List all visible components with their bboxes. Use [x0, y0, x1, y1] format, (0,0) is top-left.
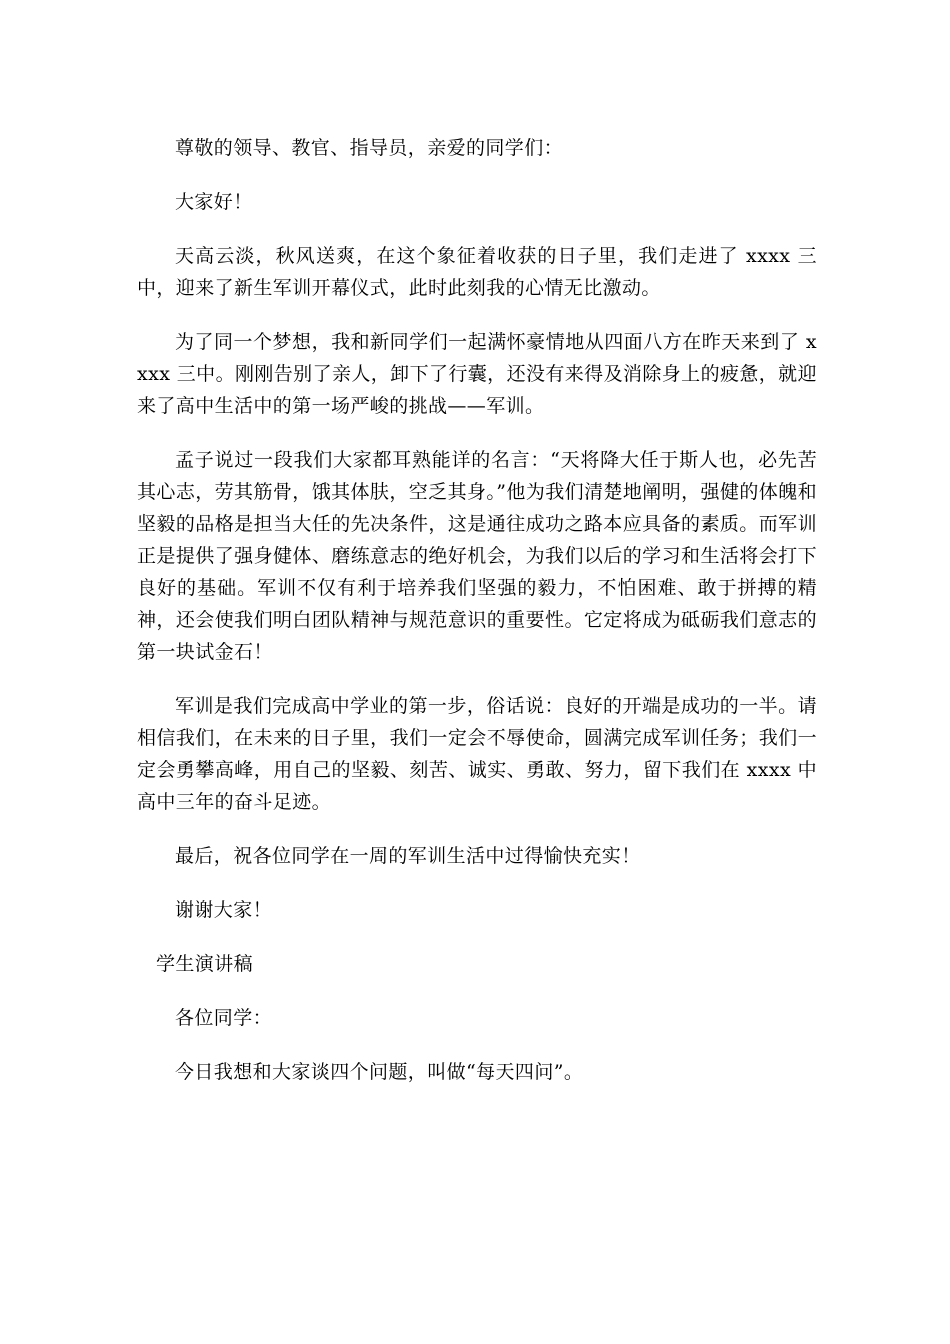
- salutation: 尊敬的领导、教官、指导员，亲爱的同学们：: [175, 137, 564, 159]
- body-paragraph: 今日我想和大家谈四个问题，叫做“每天四问”。: [175, 1061, 584, 1083]
- body-paragraph: 天高云淡，秋风送爽，在这个象征着收获的日子里，我们走进了 xxxx 三中，迎来了新生军训开幕仪式，此时此刻我的心情无比激动。: [137, 245, 817, 299]
- body-paragraph: 为了同一个梦想，我和新同学们一起满怀豪情地从四面八方在昨天来到了 xxxx 三中。刚刚告别了亲人，卸下了行囊，还没有来得及消除身上的疲惫，就迎来了高中生活中的第一场严峻的挑战——军训。: [137, 331, 817, 417]
- section-heading: 学生演讲稿: [156, 953, 254, 975]
- body-paragraph: 孟子说过一段我们大家都耳熟能详的名言：“天将降大任于斯人也，必先苦其心志，劳其筋骨，饿其体肤，空乏其身。”他为我们清楚地阐明，强健的体魄和坚毅的品格是担当大任的先决条件，这是通往成功之路本应具备的素质。而军训正是提供了强身健体、磨练意志的绝好机会，为我们以后的学习和生活将会打下良好的基础。军训不仅有利于培养我们坚强的毅力，不怕困难、敢于拼搏的精神，还会使我们明白团队精神与规范意识的重要性。它定将成为砥砺我们意志的第一块试金石！: [137, 449, 817, 663]
- closing-thanks: 谢谢大家！: [175, 899, 273, 921]
- closing-wish: 最后，祝各位同学在一周的军训生活中过得愉快充实！: [175, 845, 641, 867]
- greeting: 大家好！: [175, 191, 253, 213]
- salutation: 各位同学：: [175, 1007, 273, 1029]
- document-body: [137, 132, 817, 1110]
- body-paragraph: 军训是我们完成高中学业的第一步，俗话说：良好的开端是成功的一半。请相信我们，在未来的日子里，我们一定会不辱使命，圆满完成军训任务；我们一定会勇攀高峰，用自己的坚毅、刻苦、诚实、勇敢、努力，留下我们在 xxxx 中高中三年的奋斗足迹。: [137, 695, 817, 813]
